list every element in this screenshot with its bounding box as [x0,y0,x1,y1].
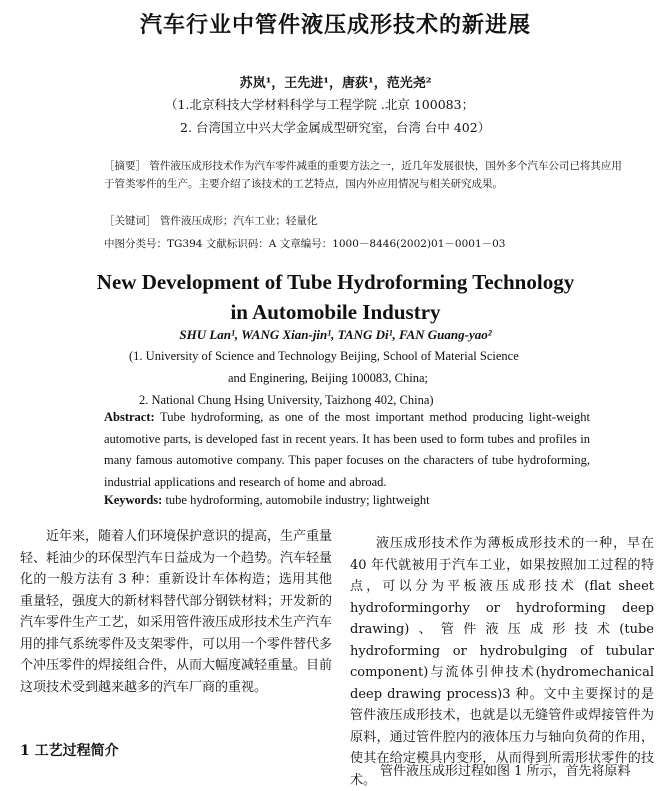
keywords-en-label: Keywords: [104,493,163,507]
keywords-en-text: tube hydroforming, automobile industry; lightweight [165,493,430,507]
keywords-en [104,493,430,508]
keywords-cn: ［关键词］ 管件液压成形；汽车工业；轻量化 [104,215,318,227]
abstract-en-label: Abstract: [104,410,155,424]
affiliation-en-3: 2. National Chung Hsing University, Taizhong 402, China) [139,393,434,407]
title-cn: 汽车行业中管件液压成形技术的新进展 [139,12,531,38]
title-en-line-2: in Automobile Industry [230,300,441,324]
affiliation-cn-2: 2. 台湾国立中兴大学金属成型研究室，台湾 台中 402） [180,120,491,135]
abstract-en-text: Tube hydroforming, as one of the most important method producing light-weight automotive parts, is developed fast in recent years. It has been used to form tubes and profiles in many famous automotive company. This paper focuses on the characters of tube hydroforming, industrial applications and research of home and abroad. [104,410,590,489]
body-right-column: 液压成形技术作为薄板成形技术的一种，早在 40 年代就被用于汽车工业，如果按照加工过程的特点，可以分为平板液压成形技术 (flat sheet hydroformingorhy or hydroforming deep drawing)、管件液压成形技术(tube hydroforming or hydrobulging of tubular component)与流体引伸技术(hydromechanical deep drawing process)3 种。文中主要探讨的是管件液压成形技术，也就是以无缝管件或焊接管件为原料，通过管件腔内的液体压力与轴向负荷的作用，使其在给定模具内变形，从而得到所需形状零件的技术。 [350,536,654,788]
body-right-tail: 管件液压成形过程如图 1 所示，首先将原料 [380,764,631,779]
affiliation-cn-1: （1.北京科技大学材料科学与工程学院 .北京 100083； [165,97,475,112]
section-heading: 1 工艺过程简介 [20,743,119,759]
abstract-cn: ［摘要］ 管件液压成形技术作为汽车零件减重的重要方法之一，近几年发展很快，国外多个汽车公司已将其应用于管类零件的生产。主要介绍了该技术的工艺特点，国内外应用情况与相关研究成果。 [104,160,622,190]
classification-cn: 中图分类号：TG394 文献标识码：A 文章编号：1000－8446(2002)01－0001－03 [104,238,506,250]
affiliation-en-1: (1. University of Science and Technology Beijing, School of Material Science [129,349,519,363]
body-left-column: 近年来，随着人们环境保护意识的提高，生产重量轻、耗油少的环保型汽车日益成为一个趋势。汽车轻量化的一般方法有 3 种：重新设计车体构造；选用其他重量轻，强度大的新材料替代部分钢铁材料；开发新的汽车零件生产工艺，如采用管件液压成形技术生产汽车用的排气系统零件及支架零件，可以用一个零件替代多个冲压零件的焊接组合件，从而大幅度减轻重量。目前这项技术受到越来越多的汽车厂商的重视。 [20,529,333,695]
affiliation-en-2: and Enginering, Beijing 100083, China; [228,371,428,385]
authors-cn: 苏岚¹，王先进¹，唐荻¹，范光尧² [239,76,432,91]
abstract-en [104,407,590,493]
title-en-line-1: New Development of Tube Hydroforming Technology [96,270,575,294]
authors-en: SHU Lan¹, WANG Xian-jin¹, TANG Di¹, FAN Guang-yao² [179,327,492,342]
